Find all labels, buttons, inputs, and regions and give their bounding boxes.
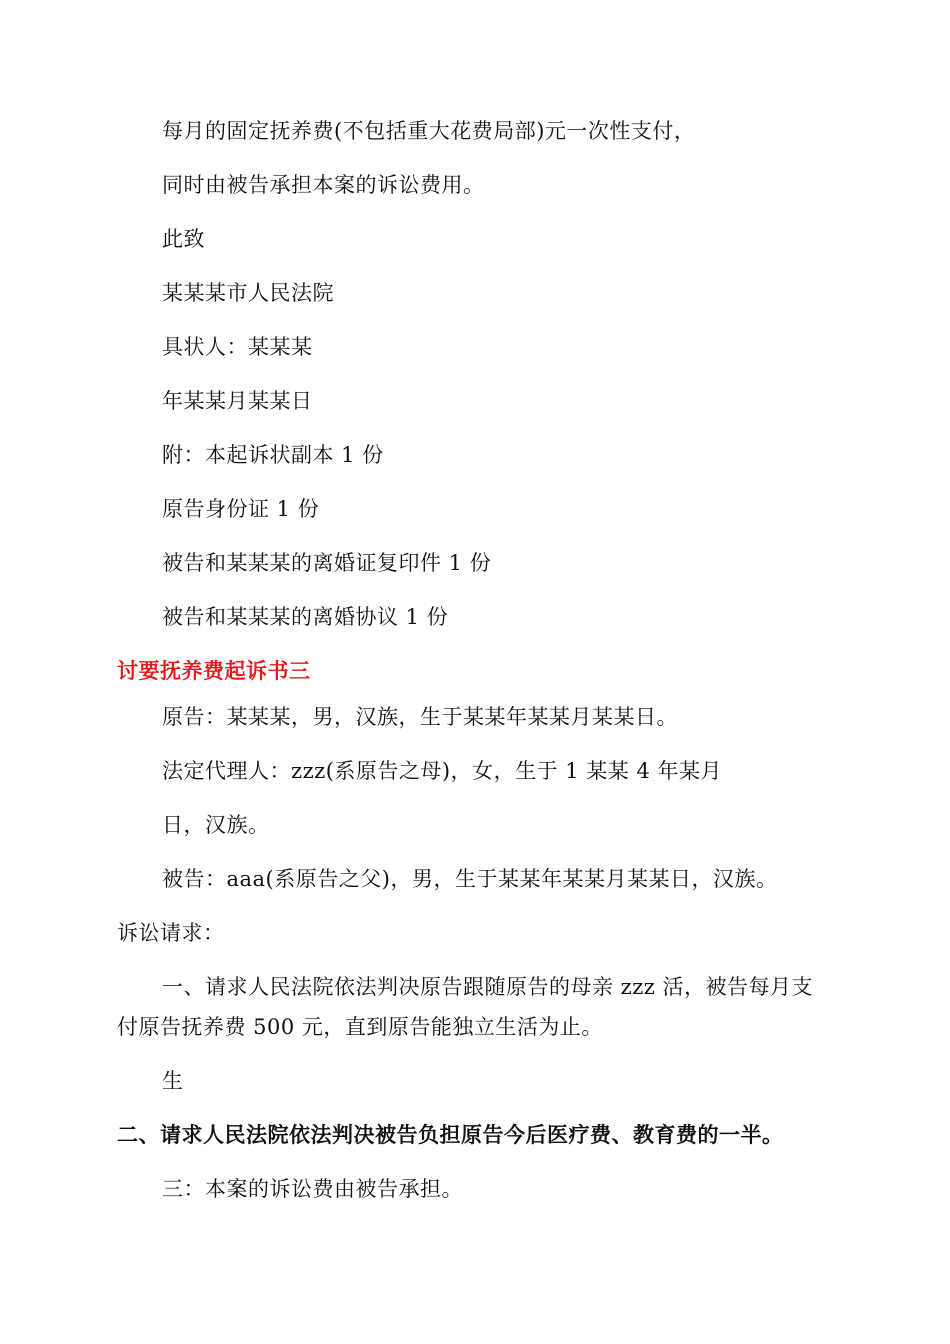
defendant-line: 被告：aaa(系原告之父)，男，生于某某年某某月某某日，汉族。	[162, 867, 778, 891]
attachment-item: 被告和某某某的离婚协议 1 份	[162, 605, 449, 629]
claim-2: 二、请求人民法院依法判决被告负担原告今后医疗费、教育费的一半。	[117, 1123, 784, 1147]
legal-representative-line: 法定代理人：zzz(系原告之母)，女，生于 1 某某 4 年某月	[162, 759, 722, 783]
claim-1-line-1: 一、请求人民法院依法判决原告跟随原告的母亲 zzz 活，被告每月支	[162, 975, 814, 999]
legal-representative-line-cont: 日，汉族。	[162, 813, 270, 837]
text-line: 同时由被告承担本案的诉讼费用。	[162, 173, 485, 197]
claims-label: 诉讼请求：	[117, 921, 225, 945]
attachment-item: 原告身份证 1 份	[162, 497, 320, 521]
attachment-item: 附：本起诉状副本 1 份	[162, 443, 384, 467]
date-line: 年某某月某某日	[162, 389, 313, 413]
claim-1-fragment: 生	[162, 1069, 184, 1093]
section-heading: 讨要抚养费起诉书三	[117, 659, 311, 683]
salutation: 此致	[162, 227, 205, 251]
attachment-item: 被告和某某某的离婚证复印件 1 份	[162, 551, 492, 575]
signatory: 具状人：某某某	[162, 335, 313, 359]
court-name: 某某某市人民法院	[162, 281, 334, 305]
claim-1-line-2: 付原告抚养费 500 元，直到原告能独立生活为止。	[117, 1015, 603, 1039]
text-line: 每月的固定抚养费(不包括重大花费局部)元一次性支付，	[162, 119, 696, 143]
plaintiff-line: 原告：某某某，男，汉族，生于某某年某某月某某日。	[162, 705, 678, 729]
claim-3: 三：本案的诉讼费由被告承担。	[162, 1177, 463, 1201]
